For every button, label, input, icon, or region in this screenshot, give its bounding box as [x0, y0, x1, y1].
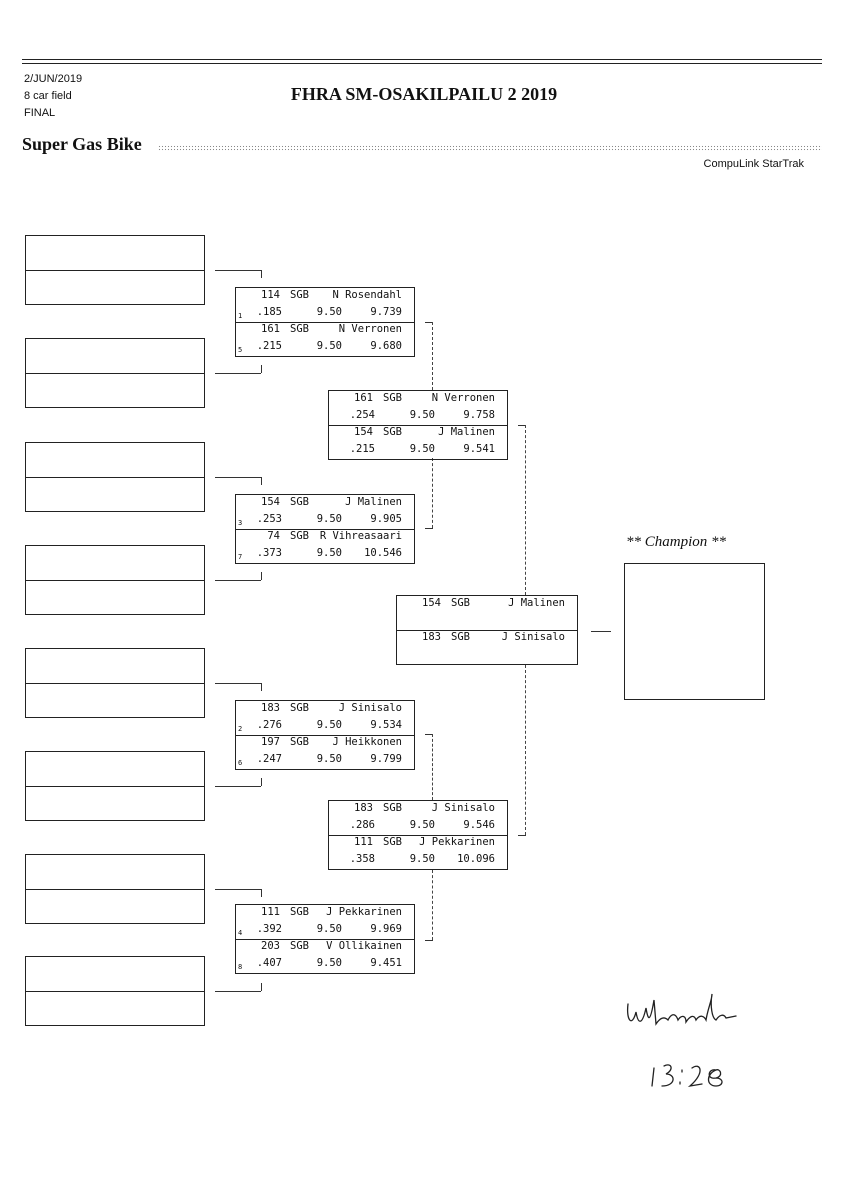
connector-line [261, 365, 262, 373]
racer-stats-top: 2 .276 9.50 9.534 [238, 719, 402, 733]
racer-line-top: 114 SGB N Rosendahl [261, 289, 402, 301]
connector-line [432, 458, 433, 528]
connector-line [261, 477, 262, 485]
connector-line [525, 425, 526, 595]
finalist-top: 154 SGB J Malinen [422, 597, 565, 609]
page-title: FHRA SM-OSAKILPAILU 2 2019 [290, 84, 558, 104]
top-rule-2 [22, 63, 822, 64]
connector-line [215, 991, 261, 992]
champion-label: ** Champion ** [626, 534, 727, 550]
connector-line [215, 270, 261, 271]
racer-stats-bottom: 8 .407 9.50 9.451 [238, 957, 402, 971]
round2-match-1 [328, 390, 508, 460]
final-match [396, 595, 578, 665]
entry-box-6 [25, 751, 205, 821]
racer-stats-bottom: .215 9.50 9.541 [349, 443, 495, 455]
round2-match-2 [328, 800, 508, 870]
racer-line-bottom: 74 SGB R Vihreasaari [267, 530, 402, 542]
entry-box-3 [25, 442, 205, 512]
connector-line [215, 477, 261, 478]
connector-line [261, 270, 262, 278]
racer-line-bottom: 203 SGB V Ollikainen [261, 940, 402, 952]
connector-line [432, 322, 433, 390]
entry-box-1 [25, 235, 205, 305]
finalist-bottom: 183 SGB J Sinisalo [422, 631, 565, 643]
connector-line [425, 528, 433, 529]
connector-line [261, 778, 262, 786]
round1-match-1 [235, 287, 415, 357]
racer-line-top: 111 SGB J Pekkarinen [261, 906, 402, 918]
racer-line-top: 161 SGB N Verronen [354, 392, 495, 404]
racer-stats-top: 1 .185 9.50 9.739 [238, 306, 402, 320]
racer-line-bottom: 111 SGB J Pekkarinen [354, 836, 495, 848]
champion-box [624, 563, 765, 700]
connector-line [261, 889, 262, 897]
racer-line-bottom: 197 SGB J Heikkonen [261, 736, 402, 748]
connector-line [261, 683, 262, 691]
racer-line-top: 183 SGB J Sinisalo [261, 702, 402, 714]
connector-line [215, 786, 261, 787]
event-title: Super Gas Bike [22, 134, 142, 154]
connector-line [525, 665, 526, 835]
racer-stats-bottom: .358 9.50 10.096 [349, 853, 495, 865]
racer-stats-bottom: 6 .247 9.50 9.799 [238, 753, 402, 767]
round1-match-2 [235, 494, 415, 564]
racer-stats-top: 3 .253 9.50 9.905 [238, 513, 402, 527]
event-dotted-rule [158, 145, 822, 151]
connector-line [215, 373, 261, 374]
connector-line [591, 631, 611, 632]
field-label: 8 car field [24, 90, 72, 102]
racer-line-bottom: 161 SGB N Verronen [261, 323, 402, 335]
racer-line-bottom: 154 SGB J Malinen [354, 426, 495, 438]
racer-stats-bottom: 5 .215 9.50 9.680 [238, 340, 402, 354]
connector-line [425, 940, 433, 941]
handwritten-signature [620, 990, 780, 1100]
connector-line [215, 580, 261, 581]
round1-match-4 [235, 904, 415, 974]
date-label: 2/JUN/2019 [24, 73, 83, 85]
racer-stats-top: .254 9.50 9.758 [349, 409, 495, 421]
connector-line [261, 983, 262, 991]
round-label: FINAL [24, 107, 56, 119]
top-rule-1 [22, 59, 822, 60]
entry-box-4 [25, 545, 205, 615]
racer-stats-bottom: 7 .373 9.50 10.546 [238, 547, 402, 561]
connector-line [215, 683, 261, 684]
racer-line-top: 183 SGB J Sinisalo [354, 802, 495, 814]
entry-box-7 [25, 854, 205, 924]
software-label: CompuLink StarTrak [703, 158, 804, 170]
connector-line [432, 734, 433, 800]
entry-box-8 [25, 956, 205, 1026]
connector-line [518, 835, 526, 836]
racer-stats-top: .286 9.50 9.546 [349, 819, 495, 831]
racer-stats-top: 4 .392 9.50 9.969 [238, 923, 402, 937]
connector-line [261, 572, 262, 580]
racer-line-top: 154 SGB J Malinen [261, 496, 402, 508]
connector-line [215, 889, 261, 890]
entry-box-2 [25, 338, 205, 408]
connector-line [432, 870, 433, 940]
round1-match-3 [235, 700, 415, 770]
entry-box-5 [25, 648, 205, 718]
